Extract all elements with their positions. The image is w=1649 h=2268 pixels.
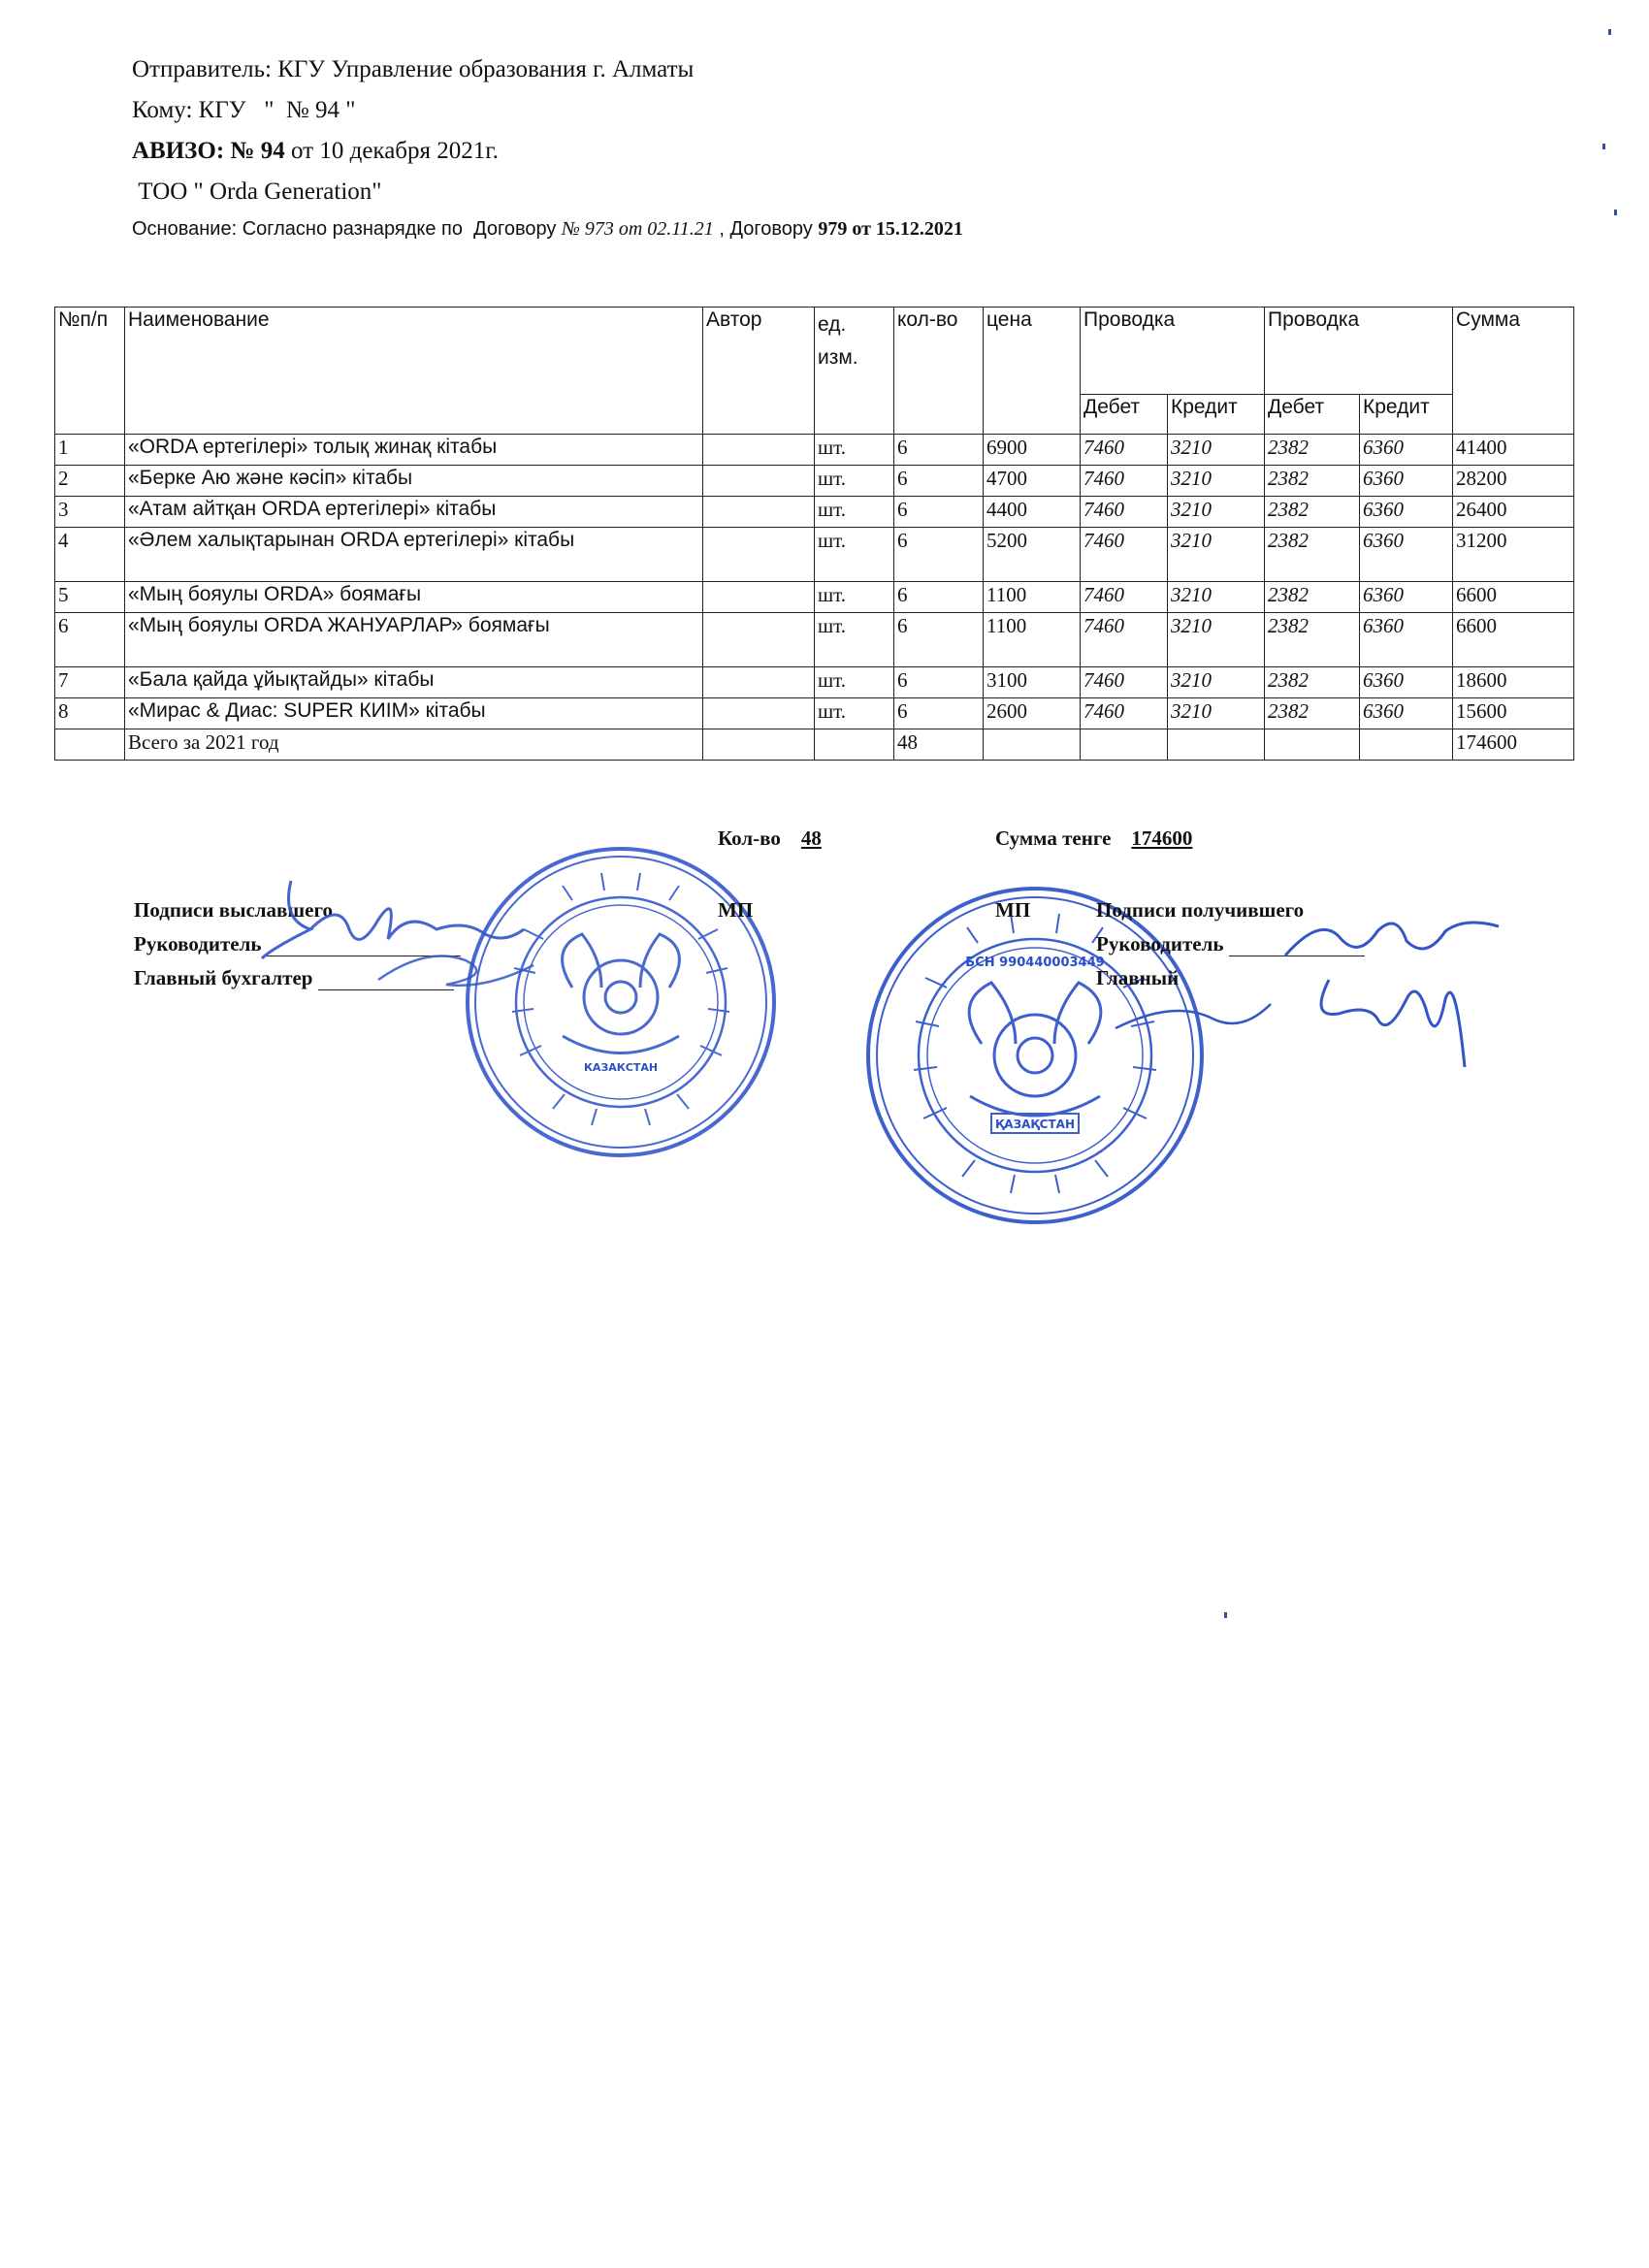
total-label: Всего за 2021 год [125, 729, 703, 761]
row-sum: 15600 [1453, 698, 1574, 729]
row-credit-2: 6360 [1360, 435, 1453, 466]
right-stamp-center-text: ҚАЗАҚСТАН [994, 1118, 1076, 1131]
total-empty-d2 [1265, 729, 1360, 761]
row-credit-1: 3210 [1168, 582, 1265, 613]
row-name: «Берке Аю және кәсіп» кітабы [125, 466, 703, 497]
row-credit-2: 6360 [1360, 497, 1453, 528]
left-stamp-center-text: КАЗАКСТАН [583, 1061, 659, 1074]
row-credit-1: 3210 [1168, 528, 1265, 582]
row-price: 4700 [984, 466, 1081, 497]
row-credit-1: 3210 [1168, 497, 1265, 528]
sender-signatures-title: Подписи выславшего [134, 898, 333, 922]
sender-accountant-signature [369, 941, 543, 999]
row-author [703, 466, 815, 497]
row-debit-2: 2382 [1265, 613, 1360, 667]
basis-contract-1: № 973 от 02.11.21 [561, 218, 714, 240]
row-number: 8 [55, 698, 125, 729]
row-qty: 6 [894, 497, 984, 528]
table-header-row [55, 308, 1574, 395]
receiver-chief-signature [1096, 960, 1484, 1077]
row-sum: 31200 [1453, 528, 1574, 582]
row-debit-1: 7460 [1081, 497, 1168, 528]
basis-prefix: Основание: Согласно разнарядке по Договору [132, 218, 562, 240]
col-header-unit [815, 308, 894, 435]
basis-contract-2: 979 от 15.12.2021 [818, 218, 963, 240]
row-qty: 6 [894, 698, 984, 729]
row-price: 1100 [984, 582, 1081, 613]
row-qty: 6 [894, 613, 984, 667]
col-header-author: Автор [703, 308, 815, 435]
summary-sum [995, 826, 1192, 851]
row-author [703, 698, 815, 729]
row-qty: 6 [894, 466, 984, 497]
row-credit-2: 6360 [1360, 582, 1453, 613]
recipient-value: КГУ " № 94 " [198, 97, 356, 123]
col-header-credit-1: Кредит [1168, 395, 1265, 435]
col-header-qty: кол-во [894, 308, 984, 435]
row-credit-1: 3210 [1168, 466, 1265, 497]
row-qty: 6 [894, 528, 984, 582]
row-credit-1: 3210 [1168, 435, 1265, 466]
summary-qty-value: 48 [800, 826, 822, 850]
row-debit-2: 2382 [1265, 435, 1360, 466]
scan-mark [1602, 144, 1605, 149]
row-price: 3100 [984, 667, 1081, 698]
total-empty-num [55, 729, 125, 761]
row-credit-2: 6360 [1360, 613, 1453, 667]
table-row [55, 582, 1574, 613]
row-unit: шт. [815, 497, 894, 528]
row-sum: 41400 [1453, 435, 1574, 466]
row-credit-2: 6360 [1360, 698, 1453, 729]
table-total-row [55, 729, 1574, 761]
row-debit-1: 7460 [1081, 466, 1168, 497]
row-name: «Мың бояулы ORDA» боямағы [125, 582, 703, 613]
row-unit: шт. [815, 582, 894, 613]
row-credit-2: 6360 [1360, 528, 1453, 582]
row-name: «Бала қайда ұйықтайды» кітабы [125, 667, 703, 698]
row-debit-1: 7460 [1081, 613, 1168, 667]
total-empty-author [703, 729, 815, 761]
row-qty: 6 [894, 435, 984, 466]
row-unit: шт. [815, 698, 894, 729]
row-unit: шт. [815, 435, 894, 466]
row-debit-2: 2382 [1265, 667, 1360, 698]
row-number: 2 [55, 466, 125, 497]
aviso-number: АВИЗО: № 94 [132, 138, 285, 164]
mp-right: МП [995, 898, 1031, 922]
row-credit-2: 6360 [1360, 466, 1453, 497]
row-author [703, 435, 815, 466]
table-row [55, 667, 1574, 698]
table-row [55, 528, 1574, 582]
table-row [55, 497, 1574, 528]
row-unit: шт. [815, 528, 894, 582]
row-sum: 6600 [1453, 582, 1574, 613]
aviso-table [54, 307, 1574, 761]
row-sum: 18600 [1453, 667, 1574, 698]
row-name: «Әлем халықтарынан ORDA ертегілері» кітабы [125, 528, 703, 582]
sender-label: Отправитель: [132, 56, 272, 82]
col-header-unit-line2: изм. [818, 346, 858, 369]
receiver-signatures-title: Подписи получившего [1096, 898, 1305, 922]
recipient-line [132, 97, 355, 124]
total-empty-d1 [1081, 729, 1168, 761]
right-stamp-bin-text: БСН 990440003449 [965, 956, 1105, 970]
row-name: «ORDA ертегілері» толық жинақ кітабы [125, 435, 703, 466]
table-row [55, 466, 1574, 497]
scan-mark [1614, 210, 1617, 215]
company-name: ТОО " Orda Generation" [132, 178, 382, 205]
total-empty-price [984, 729, 1081, 761]
basis-middle: , Договору [713, 218, 819, 240]
aviso-date: от 10 декабря 2021г. [291, 138, 499, 164]
col-header-credit-2: Кредит [1360, 395, 1453, 435]
row-debit-1: 7460 [1081, 582, 1168, 613]
total-empty-c2 [1360, 729, 1453, 761]
row-author [703, 497, 815, 528]
col-header-posting-1: Проводка [1081, 308, 1265, 395]
row-credit-1: 3210 [1168, 698, 1265, 729]
col-header-sum: Сумма [1453, 308, 1574, 435]
row-price: 2600 [984, 698, 1081, 729]
summary-sum-label: Сумма тенге [995, 826, 1112, 850]
row-number: 5 [55, 582, 125, 613]
row-author [703, 582, 815, 613]
scan-mark [1608, 29, 1611, 35]
row-debit-1: 7460 [1081, 528, 1168, 582]
row-credit-2: 6360 [1360, 667, 1453, 698]
row-credit-1: 3210 [1168, 613, 1265, 667]
sender-line [132, 56, 694, 83]
row-unit: шт. [815, 466, 894, 497]
total-empty-unit [815, 729, 894, 761]
col-header-num: №п/п [55, 308, 125, 435]
total-sum: 174600 [1453, 729, 1574, 761]
row-debit-1: 7460 [1081, 435, 1168, 466]
row-debit-1: 7460 [1081, 698, 1168, 729]
row-number: 1 [55, 435, 125, 466]
row-price: 6900 [984, 435, 1081, 466]
row-number: 3 [55, 497, 125, 528]
recipient-label: Кому: [132, 97, 193, 123]
row-credit-1: 3210 [1168, 667, 1265, 698]
row-price: 5200 [984, 528, 1081, 582]
col-header-name: Наименование [125, 308, 703, 435]
receiver-head-label: Руководитель [1096, 932, 1224, 956]
summary-sum-value: 174600 [1131, 826, 1193, 850]
row-name: «Мың бояулы ORDA ЖАНУАРЛАР» боямағы [125, 613, 703, 667]
sender-value: КГУ Управление образования г. Алматы [277, 56, 695, 82]
basis-line [132, 218, 963, 241]
total-empty-c1 [1168, 729, 1265, 761]
row-qty: 6 [894, 582, 984, 613]
row-number: 7 [55, 667, 125, 698]
row-sum: 6600 [1453, 613, 1574, 667]
row-debit-2: 2382 [1265, 528, 1360, 582]
row-debit-2: 2382 [1265, 466, 1360, 497]
row-debit-2: 2382 [1265, 582, 1360, 613]
col-header-price: цена [984, 308, 1081, 435]
table-row [55, 613, 1574, 667]
row-author [703, 528, 815, 582]
aviso-line [132, 138, 499, 165]
row-debit-2: 2382 [1265, 497, 1360, 528]
sender-accountant-label: Главный бухгалтер [134, 966, 313, 989]
col-header-unit-line1: ед. [818, 313, 847, 336]
row-author [703, 613, 815, 667]
row-price: 4400 [984, 497, 1081, 528]
row-sum: 28200 [1453, 466, 1574, 497]
row-sum: 26400 [1453, 497, 1574, 528]
col-header-debit-1: Дебет [1081, 395, 1168, 435]
row-name: «Мирас & Диас: SUPER КИІМ» кітабы [125, 698, 703, 729]
table-row [55, 435, 1574, 466]
table-row [55, 698, 1574, 729]
row-unit: шт. [815, 613, 894, 667]
row-price: 1100 [984, 613, 1081, 667]
row-unit: шт. [815, 667, 894, 698]
row-name: «Атам айтқан ORDA ертегілері» кітабы [125, 497, 703, 528]
col-header-debit-2: Дебет [1265, 395, 1360, 435]
row-number: 6 [55, 613, 125, 667]
scan-mark [1224, 1612, 1227, 1618]
row-number: 4 [55, 528, 125, 582]
row-qty: 6 [894, 667, 984, 698]
mp-left: МП [718, 898, 754, 922]
row-debit-1: 7460 [1081, 667, 1168, 698]
sender-head-label: Руководитель [134, 932, 262, 956]
row-author [703, 667, 815, 698]
row-debit-2: 2382 [1265, 698, 1360, 729]
col-header-posting-2: Проводка [1265, 308, 1453, 395]
receiver-chief-label: Главный [1096, 966, 1180, 989]
summary-qty-label: Кол-во [718, 826, 781, 850]
total-qty: 48 [894, 729, 984, 761]
